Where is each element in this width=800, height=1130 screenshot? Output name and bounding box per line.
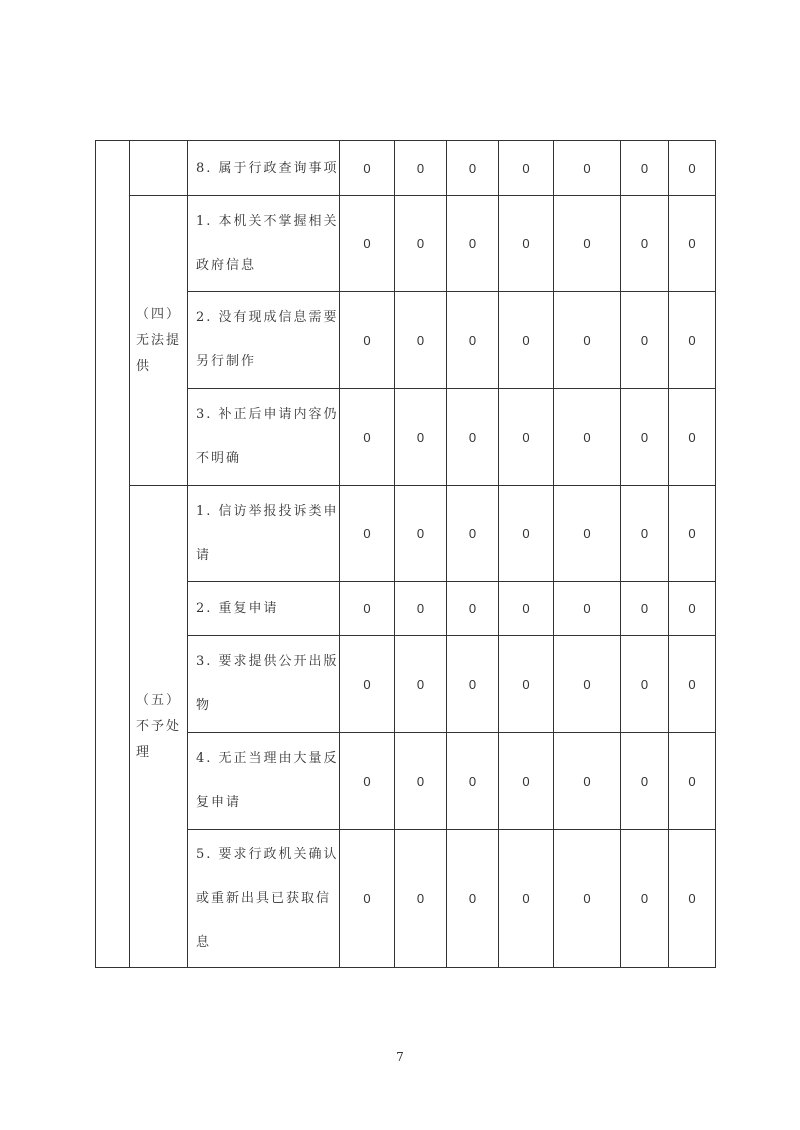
value-cell: 0 (621, 196, 669, 292)
value-cell: 0 (395, 733, 447, 830)
item-cell (188, 196, 340, 292)
value-cell: 0 (395, 141, 447, 196)
value-cell: 0 (447, 486, 499, 582)
value-cell: 0 (340, 636, 395, 733)
category-label: （四） 无法提 供 (136, 306, 182, 374)
value-cell: 0 (395, 292, 447, 389)
value-cell: 0 (340, 733, 395, 830)
value-cell: 0 (554, 292, 621, 389)
item-label: 3. 要求提供公开出版物 (196, 654, 339, 713)
value-cell: 0 (554, 636, 621, 733)
table-row (96, 141, 716, 196)
item-cell (188, 292, 340, 389)
value-cell: 0 (554, 733, 621, 830)
item-label: 2. 重复申请 (196, 601, 279, 616)
value-cell: 0 (447, 830, 499, 968)
value-cell: 0 (447, 733, 499, 830)
value-cell: 0 (621, 582, 669, 636)
value-cell: 0 (395, 636, 447, 733)
item-cell (188, 733, 340, 830)
value-cell: 0 (447, 582, 499, 636)
value-cell: 0 (340, 582, 395, 636)
value-cell: 0 (554, 486, 621, 582)
value-cell: 0 (499, 141, 554, 196)
value-cell: 0 (499, 196, 554, 292)
value-cell: 0 (499, 636, 554, 733)
item-label: 8. 属于行政查询事项 (196, 160, 339, 176)
value-cell: 0 (621, 389, 669, 486)
value-cell: 0 (554, 389, 621, 486)
item-label: 1. 信访举报投诉类申请 (196, 503, 339, 563)
value-cell: 0 (340, 292, 395, 389)
item-cell (188, 830, 340, 968)
item-cell (188, 389, 340, 486)
value-cell: 0 (669, 389, 716, 486)
value-cell: 0 (395, 196, 447, 292)
item-label: 3. 补正后申请内容仍不明确 (196, 407, 339, 466)
value-cell: 0 (395, 830, 447, 968)
value-cell: 0 (621, 292, 669, 389)
category-cell (130, 486, 188, 968)
value-cell: 0 (669, 486, 716, 582)
value-cell: 0 (554, 830, 621, 968)
value-cell: 0 (340, 830, 395, 968)
item-cell (188, 636, 340, 733)
table-row (96, 733, 716, 830)
value-cell: 0 (340, 141, 395, 196)
value-cell: 0 (499, 733, 554, 830)
value-cell: 0 (669, 141, 716, 196)
table-row (96, 486, 716, 582)
disclosure-stats-table (95, 140, 716, 968)
page-number: 7 (396, 1050, 404, 1064)
item-cell (188, 582, 340, 636)
value-cell: 0 (499, 582, 554, 636)
value-cell: 0 (340, 389, 395, 486)
value-cell: 0 (621, 830, 669, 968)
item-cell (188, 486, 340, 582)
value-cell: 0 (669, 196, 716, 292)
table-row (96, 196, 716, 292)
value-cell: 0 (395, 582, 447, 636)
value-cell: 0 (554, 582, 621, 636)
value-cell: 0 (669, 292, 716, 389)
value-cell: 0 (669, 582, 716, 636)
table-row (96, 582, 716, 636)
value-cell: 0 (447, 141, 499, 196)
value-cell: 0 (447, 292, 499, 389)
category-cell (130, 196, 188, 486)
category-cell (130, 141, 188, 196)
value-cell: 0 (669, 733, 716, 830)
table-row (96, 636, 716, 733)
value-cell: 0 (669, 636, 716, 733)
item-label: 1. 本机关不掌握相关政府信息 (196, 213, 339, 273)
value-cell: 0 (340, 486, 395, 582)
value-cell: 0 (447, 389, 499, 486)
value-cell: 0 (499, 389, 554, 486)
value-cell: 0 (447, 636, 499, 733)
value-cell: 0 (669, 830, 716, 968)
value-cell: 0 (499, 486, 554, 582)
table-row (96, 292, 716, 389)
value-cell: 0 (499, 830, 554, 968)
value-cell: 0 (395, 486, 447, 582)
item-label: 4. 无正当理由大量反复申请 (196, 751, 339, 810)
value-cell: 0 (340, 196, 395, 292)
table-row (96, 830, 716, 968)
value-cell: 0 (499, 292, 554, 389)
value-cell: 0 (621, 141, 669, 196)
item-cell (188, 141, 340, 196)
value-cell: 0 (447, 196, 499, 292)
value-cell: 0 (395, 389, 447, 486)
value-cell: 0 (621, 636, 669, 733)
value-cell: 0 (621, 733, 669, 830)
value-cell: 0 (554, 141, 621, 196)
category-label: （五） 不予处 理 (136, 692, 182, 760)
value-cell: 0 (554, 196, 621, 292)
outer-category-cell (96, 141, 130, 968)
item-label: 5. 要求行政机关确认或重新出具已获取信息 (196, 846, 339, 950)
table-row (96, 389, 716, 486)
value-cell: 0 (621, 486, 669, 582)
item-label: 2. 没有现成信息需要另行制作 (196, 310, 339, 369)
